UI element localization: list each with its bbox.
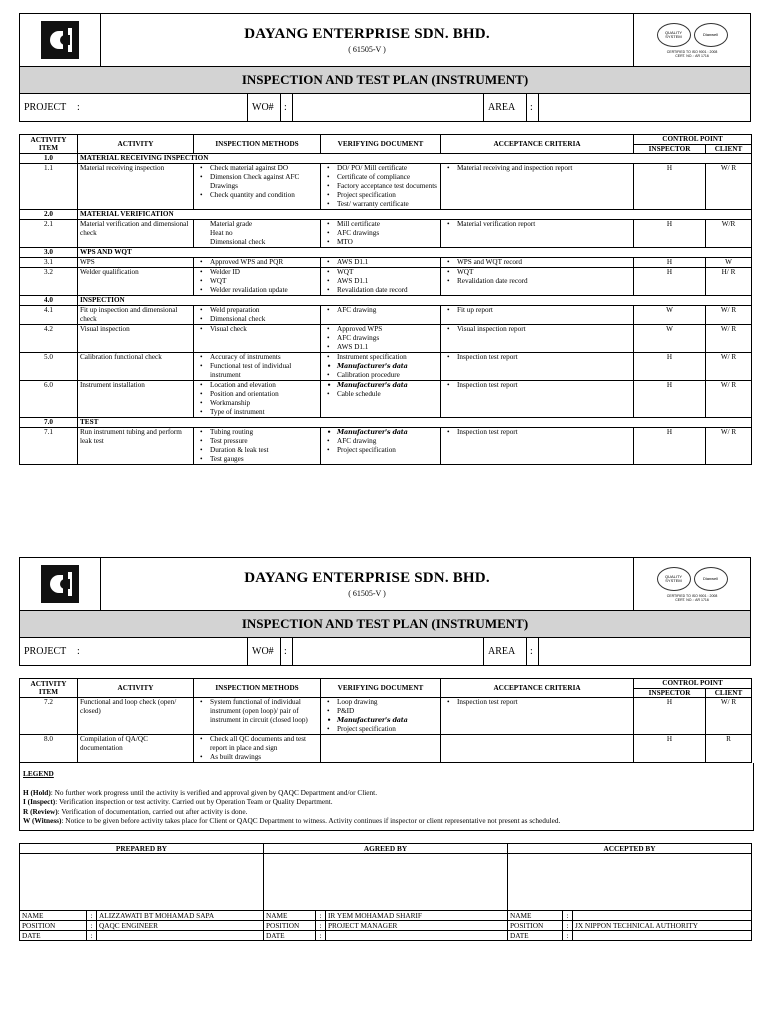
section-title: WPS AND WQT <box>78 248 752 258</box>
header-client: CLIENT <box>706 144 752 154</box>
verifying-document-cell <box>321 306 441 325</box>
activity-item-number: 7.2 <box>20 698 78 735</box>
activity-description: WPS <box>78 258 194 268</box>
header-inspector: INSPECTOR <box>634 144 706 154</box>
inspection-method-entry: • Test pressure <box>210 437 318 446</box>
section-row <box>20 296 752 306</box>
acceptance-criteria-cell <box>441 258 634 268</box>
certification-text: CERTIFIED TO ISO 9001 : 2008 CERT. NO. : AR 1716 <box>666 593 718 602</box>
legend-item <box>23 807 753 817</box>
verifying-document-entry: • Manufacturer's data <box>337 428 438 437</box>
header-activity-item: ACTIVITY ITEM <box>20 679 78 698</box>
verifying-document-entry: • AFC drawing <box>337 437 438 446</box>
inspection-method-entry: • Duration & leak test <box>210 446 318 455</box>
acceptance-criterion-entry: • Material verification report <box>457 220 631 229</box>
inspection-method-entry: • Welder ID <box>210 268 318 277</box>
project-info-row: PROJECT : WO# : AREA : <box>20 93 750 121</box>
acceptance-criteria-cell <box>441 164 634 210</box>
table-row <box>20 698 752 735</box>
acceptance-criterion-entry: • WPS and WQT record <box>457 258 631 267</box>
activity-item-number: 1.1 <box>20 164 78 210</box>
verifying-document-entry: • AWS D1.1 <box>337 277 438 286</box>
signature-field-value <box>326 930 508 940</box>
inspection-method-entry: • Check quantity and condition <box>210 191 318 200</box>
client-control-point: W/ R <box>706 325 752 353</box>
legend-item <box>23 797 753 807</box>
client-control-point: W <box>706 258 752 268</box>
inspection-method-entry: • Approved WPS and PQR <box>210 258 318 267</box>
inspector-control-point: H <box>634 268 706 296</box>
header-inspector: INSPECTOR <box>634 688 706 698</box>
verifying-document-entry: • Project specification <box>337 725 438 734</box>
section-row <box>20 210 752 220</box>
table-row <box>20 381 752 418</box>
acceptance-criteria-cell <box>441 428 634 465</box>
inspection-method-entry: Dimensional check <box>210 238 266 246</box>
signature-header: ACCEPTED BY <box>508 843 752 853</box>
section-number: 2.0 <box>20 210 78 220</box>
inspection-method-entry: • Position and orientation <box>210 390 318 399</box>
inspector-control-point: H <box>634 428 706 465</box>
signature-table <box>19 843 752 941</box>
activity-description: Material verification and dimensional check <box>78 220 194 248</box>
verifying-document-entry: • Revalidation date record <box>337 286 438 295</box>
section-title: INSPECTION <box>78 296 752 306</box>
verifying-document-cell <box>321 325 441 353</box>
inspection-method-entry: • Tubing routing <box>210 428 318 437</box>
signature-field-label: POSITION <box>508 920 563 930</box>
verifying-document-cell <box>321 735 441 763</box>
table-row <box>20 258 752 268</box>
inspector-control-point: H <box>634 164 706 210</box>
section-number: 3.0 <box>20 248 78 258</box>
header-activity: ACTIVITY <box>78 679 194 698</box>
verifying-document-entry: • Project specification <box>337 446 438 455</box>
certification-cell <box>634 558 750 610</box>
verifying-document-entry: • Calibration procedure <box>337 371 438 380</box>
activity-description: Fit up inspection and dimensional check <box>78 306 194 325</box>
table-row <box>20 428 752 465</box>
header-inspection-methods: INSPECTION METHODS <box>194 135 321 154</box>
verifying-document-entry: • AFC drawing <box>337 306 438 315</box>
inspector-control-point: W <box>634 306 706 325</box>
legend-title: LEGEND <box>23 769 54 778</box>
table-row <box>20 325 752 353</box>
signature-field-value: PROJECT MANAGER <box>326 920 508 930</box>
project-info-row: PROJECT : WO# : AREA : <box>20 637 750 665</box>
acceptance-criterion-entry: • Fit up report <box>457 306 631 315</box>
document-header <box>19 13 751 122</box>
inspection-methods-cell <box>194 353 321 381</box>
project-label: PROJECT <box>24 102 67 113</box>
verifying-document-entry: • Manufacturer's data <box>337 362 438 371</box>
table-row <box>20 306 752 325</box>
verifying-document-entry: • Manufacturer's data <box>337 381 438 390</box>
verifying-document-cell <box>321 164 441 210</box>
inspector-control-point: H <box>634 220 706 248</box>
inspection-method-entry: Heat no <box>210 229 233 237</box>
verifying-document-entry: • P&ID <box>337 707 438 716</box>
inspection-methods-cell <box>194 698 321 735</box>
acceptance-criteria-cell <box>441 353 634 381</box>
acceptance-criterion-entry: • WQT <box>457 268 631 277</box>
table-row <box>20 735 752 763</box>
area-label: AREA <box>483 94 526 121</box>
legend-key: W (Witness) <box>23 816 62 825</box>
inspection-methods-cell <box>194 381 321 418</box>
company-cell <box>101 558 634 610</box>
table-row <box>20 220 752 248</box>
client-control-point: W/ R <box>706 306 752 325</box>
wo-label: WO# <box>247 638 280 665</box>
client-control-point: W/ R <box>706 698 752 735</box>
legend-text: : Notice to be given before activity takes place for Client or QAQC Department to witness. Activity continues if inspector or client representative not present as scheduled. <box>61 816 561 825</box>
legend-item <box>23 788 753 798</box>
certification-cell <box>634 14 750 66</box>
activity-description: Instrument installation <box>78 381 194 418</box>
header-acceptance-criteria: ACCEPTANCE CRITERIA <box>441 679 634 698</box>
verifying-document-entry: • AFC drawings <box>337 229 438 238</box>
table-row <box>20 353 752 381</box>
verifying-document-entry: • MTO <box>337 238 438 247</box>
verifying-document-cell <box>321 258 441 268</box>
inspector-control-point: W <box>634 325 706 353</box>
inspection-method-entry: • Weld preparation <box>210 306 318 315</box>
signature-field-label: NAME <box>264 910 316 920</box>
inspection-method-entry: • Check material against DO <box>210 164 318 173</box>
signature-area <box>264 853 508 910</box>
project-value: : <box>77 102 80 113</box>
legend-key: R (Review) <box>23 806 58 816</box>
acceptance-criteria-cell <box>441 381 634 418</box>
certification-body-seal-icon: Dianwell <box>694 23 728 47</box>
project-label: PROJECT <box>24 646 67 657</box>
section-row <box>20 154 752 164</box>
project-value: : <box>77 646 80 657</box>
signature-area <box>508 853 752 910</box>
document-header <box>19 557 751 666</box>
signature-field-value: QAQC ENGINEER <box>97 920 264 930</box>
wo-label: WO# <box>247 94 280 121</box>
inspection-method-entry: • As built drawings <box>210 753 318 762</box>
section-title: MATERIAL RECEIVING INSPECTION <box>78 154 752 164</box>
signature-field-label: DATE <box>508 930 563 940</box>
acceptance-criterion-entry: • Inspection test report <box>457 428 631 437</box>
legend-item <box>23 816 753 826</box>
certification-text: CERTIFIED TO ISO 9001 : 2008 CERT. NO. : AR 1716 <box>666 49 718 58</box>
header-activity-item: ACTIVITY ITEM <box>20 135 78 154</box>
itp-table <box>19 134 752 465</box>
activity-item-number: 6.0 <box>20 381 78 418</box>
acceptance-criterion-entry: • Inspection test report <box>457 698 631 707</box>
company-registration: ( 61505-V ) <box>348 589 386 598</box>
signature-area <box>20 853 264 910</box>
verifying-document-entry: • AFC drawings <box>337 334 438 343</box>
signature-field-label: DATE <box>20 930 87 940</box>
client-control-point: H/ R <box>706 268 752 296</box>
verifying-document-entry: • Cable schedule <box>337 390 438 399</box>
verifying-document-entry: • DO/ PO/ Mill certificate <box>337 164 438 173</box>
acceptance-criterion-entry: • Inspection test report <box>457 353 631 362</box>
area-value <box>538 94 750 121</box>
signature-field-label: NAME <box>20 910 87 920</box>
activity-item-number: 5.0 <box>20 353 78 381</box>
itp-page-1 <box>19 13 751 465</box>
section-row <box>20 248 752 258</box>
table-row <box>20 268 752 296</box>
activity-description: Compilation of QA/QC documentation <box>78 735 194 763</box>
acceptance-criterion-entry: • Visual inspection report <box>457 325 631 334</box>
activity-item-number: 3.1 <box>20 258 78 268</box>
inspection-method-entry: • Accuracy of instruments <box>210 353 318 362</box>
signature-field-label: DATE <box>264 930 316 940</box>
company-logo-icon <box>41 21 79 59</box>
acceptance-criteria-cell <box>441 325 634 353</box>
header-control-point: CONTROL POINT <box>634 135 752 145</box>
verifying-document-entry: • WQT <box>337 268 438 277</box>
verifying-document-entry: • AWS D1.1 <box>337 258 438 267</box>
verifying-document-cell <box>321 353 441 381</box>
signature-field-label: POSITION <box>264 920 316 930</box>
company-registration: ( 61505-V ) <box>348 45 386 54</box>
verifying-document-entry: • Test/ warranty certificate <box>337 200 438 209</box>
header-verifying-document: VERIFYING DOCUMENT <box>321 679 441 698</box>
inspection-methods-cell <box>194 325 321 353</box>
signature-field-value <box>97 930 264 940</box>
acceptance-criterion-entry: • Material receiving and inspection report <box>457 164 631 173</box>
inspection-method-entry: • Functional test of individual instrument <box>210 362 318 380</box>
inspector-control-point: H <box>634 735 706 763</box>
table-row <box>20 164 752 210</box>
inspection-method-entry: • Dimension Check against AFC Drawings <box>210 173 318 191</box>
verifying-document-entry: • Mill certificate <box>337 220 438 229</box>
certification-body-seal-icon: Dianwell <box>694 567 728 591</box>
signature-header: AGREED BY <box>264 843 508 853</box>
header-verifying-document: VERIFYING DOCUMENT <box>321 135 441 154</box>
itp-page-2 <box>19 557 751 941</box>
company-cell <box>101 14 634 66</box>
inspection-methods-cell <box>194 428 321 465</box>
verifying-document-cell <box>321 268 441 296</box>
activity-item-number: 3.2 <box>20 268 78 296</box>
document-title: INSPECTION AND TEST PLAN (INSTRUMENT) <box>20 66 750 93</box>
company-name: DAYANG ENTERPRISE SDN. BHD. <box>244 570 490 586</box>
inspection-method-entry: • Type of instrument <box>210 408 318 417</box>
signature-field-value: JX NIPPON TECHNICAL AUTHORITY <box>573 920 752 930</box>
activity-item-number: 8.0 <box>20 735 78 763</box>
activity-description: Visual inspection <box>78 325 194 353</box>
verifying-document-entry: • Manufacturer's data <box>337 716 438 725</box>
section-row <box>20 418 752 428</box>
verifying-document-cell <box>321 428 441 465</box>
verifying-document-cell <box>321 220 441 248</box>
legend-text: : Verification inspection or test activity. Carried out by Operation Team or Quality Department. <box>55 797 333 806</box>
header-control-point: CONTROL POINT <box>634 679 752 689</box>
client-control-point: W/ R <box>706 164 752 210</box>
client-control-point: R <box>706 735 752 763</box>
area-label: AREA <box>483 638 526 665</box>
activity-item-number: 7.1 <box>20 428 78 465</box>
signature-field-value: IR YEM MOHAMAD SHARIF <box>326 910 508 920</box>
inspection-method-entry: • Test gauges <box>210 455 318 464</box>
inspection-method-entry: Material grade <box>210 220 253 228</box>
legend <box>19 763 754 831</box>
verifying-document-entry: • Factory acceptance test documents <box>337 182 438 191</box>
inspection-method-entry: • WQT <box>210 277 318 286</box>
header-activity: ACTIVITY <box>78 135 194 154</box>
inspector-control-point: H <box>634 381 706 418</box>
activity-item-number: 4.1 <box>20 306 78 325</box>
acceptance-criteria-cell <box>441 268 634 296</box>
acceptance-criteria-cell <box>441 698 634 735</box>
activity-description: Welder qualification <box>78 268 194 296</box>
acceptance-criteria-cell <box>441 306 634 325</box>
inspector-control-point: H <box>634 698 706 735</box>
verifying-document-entry: • Project specification <box>337 191 438 200</box>
inspection-method-entry: • Dimensional check <box>210 315 318 324</box>
verifying-document-entry: • Certificate of compliance <box>337 173 438 182</box>
wo-value <box>292 638 483 665</box>
legend-text: : No further work progress until the activity is verified and approval given by QAQC Department and/or Client. <box>50 787 378 797</box>
wo-value <box>292 94 483 121</box>
activity-item-number: 2.1 <box>20 220 78 248</box>
inspection-method-entry: • System functional of individual instrument (open loop)/ pair of instrument in circuit (closed loop) <box>210 698 318 725</box>
verifying-document-entry: • AWS D1.1 <box>337 343 438 352</box>
company-logo-icon <box>41 565 79 603</box>
inspection-method-entry: • Visual check <box>210 325 318 334</box>
header-acceptance-criteria: ACCEPTANCE CRITERIA <box>441 135 634 154</box>
inspection-methods-cell <box>194 268 321 296</box>
header-client: CLIENT <box>706 688 752 698</box>
activity-description: Calibration functional check <box>78 353 194 381</box>
acceptance-criteria-cell <box>441 220 634 248</box>
activity-description: Run instrument tubing and perform leak test <box>78 428 194 465</box>
signature-field-row: POSITION : QAQC ENGINEER POSITION : PROJECT MANAGER POSITION : JX NIPPON TECHNICAL AUTHORITY <box>20 920 752 930</box>
signature-field-row: NAME : ALIZZAWATI BT MOHAMAD SAPA NAME : IR YEM MOHAMAD SHARIF NAME : <box>20 910 752 920</box>
document-title: INSPECTION AND TEST PLAN (INSTRUMENT) <box>20 610 750 637</box>
activity-description: Material receiving inspection <box>78 164 194 210</box>
header-inspection-methods: INSPECTION METHODS <box>194 679 321 698</box>
area-value <box>538 638 750 665</box>
acceptance-criterion-entry: • Revalidation date record <box>457 277 631 286</box>
inspector-control-point: H <box>634 258 706 268</box>
itp-table <box>19 678 752 763</box>
section-number: 7.0 <box>20 418 78 428</box>
section-title: MATERIAL VERIFICATION <box>78 210 752 220</box>
inspection-methods-cell <box>194 164 321 210</box>
signature-header: PREPARED BY <box>20 843 264 853</box>
acceptance-criteria-cell <box>441 735 634 763</box>
client-control-point: W/ R <box>706 381 752 418</box>
signature-field-label: POSITION <box>20 920 87 930</box>
section-title: TEST <box>78 418 752 428</box>
section-number: 1.0 <box>20 154 78 164</box>
quality-system-seal-icon: QUALITY SYSTEM <box>657 567 691 591</box>
signature-field-value: ALIZZAWATI BT MOHAMAD SAPA <box>97 910 264 920</box>
acceptance-criterion-entry: • Inspection test report <box>457 381 631 390</box>
inspection-methods-cell <box>194 306 321 325</box>
section-number: 4.0 <box>20 296 78 306</box>
client-control-point: W/ R <box>706 353 752 381</box>
inspection-methods-cell <box>194 220 321 248</box>
legend-key: H (Hold) <box>23 787 51 797</box>
legend-text: : Verification of documentation, carried out after activity is done. <box>57 806 248 816</box>
company-logo-cell <box>20 558 101 610</box>
signature-field-label: NAME <box>508 910 563 920</box>
inspection-method-entry: • Welder revalidation update <box>210 286 318 295</box>
signature-field-value <box>573 910 752 920</box>
activity-description: Functional and loop check (open/ closed) <box>78 698 194 735</box>
company-name: DAYANG ENTERPRISE SDN. BHD. <box>244 26 490 42</box>
company-logo-cell <box>20 14 101 66</box>
verifying-document-entry: • Loop drawing <box>337 698 438 707</box>
verifying-document-entry: • Instrument specification <box>337 353 438 362</box>
inspection-method-entry: • Location and elevation <box>210 381 318 390</box>
verifying-document-cell <box>321 698 441 735</box>
legend-key: I (Inspect) <box>23 797 56 806</box>
inspection-methods-cell <box>194 258 321 268</box>
client-control-point: W/ R <box>706 428 752 465</box>
signature-field-value <box>573 930 752 940</box>
inspection-method-entry: • Check all QC documents and test report in place and sign <box>210 735 318 753</box>
verifying-document-cell <box>321 381 441 418</box>
verifying-document-entry: • Approved WPS <box>337 325 438 334</box>
client-control-point: W/R <box>706 220 752 248</box>
activity-item-number: 4.2 <box>20 325 78 353</box>
quality-system-seal-icon: QUALITY SYSTEM <box>657 23 691 47</box>
inspection-methods-cell <box>194 735 321 763</box>
inspection-method-entry: • Workmanship <box>210 399 318 408</box>
inspector-control-point: H <box>634 353 706 381</box>
signature-field-row: DATE : DATE : DATE : <box>20 930 752 940</box>
